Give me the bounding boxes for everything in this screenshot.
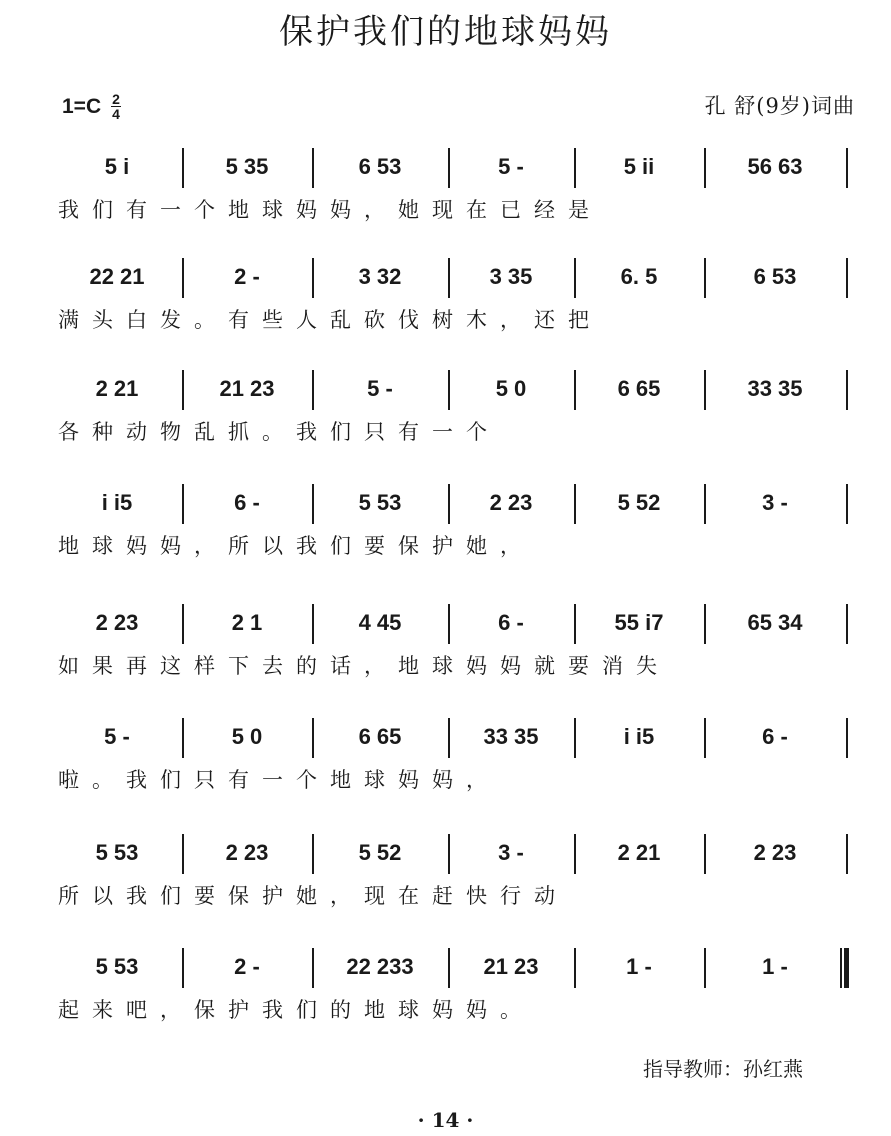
lyrics-row: [56, 304, 856, 334]
measure: [452, 258, 570, 296]
measure: [56, 148, 178, 186]
measure: [578, 370, 700, 408]
barline: [312, 148, 314, 188]
measure: [708, 148, 842, 186]
barline: [182, 718, 184, 758]
barline: [182, 604, 184, 644]
measure-notes: 6 65: [617, 376, 661, 401]
notes-row: [56, 258, 856, 296]
barline: [448, 718, 450, 758]
measure: [186, 148, 308, 186]
lyrics-row: [56, 880, 856, 910]
measure-notes: 6 53: [358, 154, 402, 179]
measure-notes: i i5: [623, 724, 655, 749]
measure-notes: 2 1: [231, 610, 263, 635]
measure-notes: 5 -: [104, 724, 130, 749]
measure-notes: 22 21: [89, 264, 145, 289]
measure-notes: 3 32: [358, 264, 402, 289]
lyrics-line: 如果再这样下去的话，地球妈妈就要消失: [58, 654, 670, 678]
barline: [448, 370, 450, 410]
time-signature-bottom: 4: [112, 106, 120, 122]
measure: [578, 258, 700, 296]
measure-notes: 5 35: [225, 154, 269, 179]
barline: [574, 948, 576, 988]
barline: [312, 718, 314, 758]
page-number: · 14 ·: [417, 1108, 474, 1132]
key-label: 1=C: [62, 94, 102, 118]
measure: [708, 258, 842, 296]
score-system: [56, 834, 856, 914]
measure: [316, 834, 444, 872]
lyrics-line: 地球妈妈，所以我们要保护她，: [58, 534, 534, 558]
lyrics-line: 所以我们要保护她，现在赶快行动: [58, 884, 568, 908]
barline: [704, 718, 706, 758]
measure: [452, 484, 570, 522]
measure: [186, 484, 308, 522]
measure-notes: 6 53: [753, 264, 797, 289]
measure: [578, 148, 700, 186]
barline: [448, 604, 450, 644]
barline: [448, 834, 450, 874]
barline: [704, 370, 706, 410]
barline: [846, 718, 848, 758]
measure: [316, 604, 444, 642]
measure: [578, 718, 700, 756]
notes-row: [56, 370, 856, 408]
measure-notes: 5 i: [104, 154, 130, 179]
measure: [186, 834, 308, 872]
measure-notes: 2 23: [225, 840, 269, 865]
measure: [578, 834, 700, 872]
measure-notes: 21 23: [483, 954, 539, 979]
barline: [448, 258, 450, 298]
measure-notes: 3 -: [762, 490, 788, 515]
measure-notes: 1 -: [762, 954, 788, 979]
measure-notes: 21 23: [219, 376, 275, 401]
barline: [704, 148, 706, 188]
measure-notes: 1 -: [626, 954, 652, 979]
measure-notes: 2 -: [234, 954, 260, 979]
notes-row: [56, 834, 856, 872]
measure: [316, 484, 444, 522]
score-system: [56, 718, 856, 798]
measure: [316, 370, 444, 408]
barline: [574, 484, 576, 524]
measure-notes: 33 35: [483, 724, 539, 749]
measure: [186, 258, 308, 296]
measure-notes: 2 21: [617, 840, 661, 865]
measure-notes: 4 45: [358, 610, 402, 635]
barline: [846, 834, 848, 874]
score-system: [56, 258, 856, 338]
barline: [312, 370, 314, 410]
lyrics-row: [56, 994, 856, 1024]
key-signature: [62, 92, 121, 121]
measure-notes: 5 0: [495, 376, 527, 401]
barline: [312, 604, 314, 644]
notes-row: [56, 148, 856, 186]
measure-notes: 5 52: [617, 490, 661, 515]
time-signature-top: 2: [112, 91, 120, 107]
teacher-credit: 指导教师：孙红燕: [643, 1057, 803, 1081]
measure: [452, 148, 570, 186]
barline: [704, 604, 706, 644]
measure-notes: 5 53: [95, 954, 139, 979]
barline: [704, 948, 706, 988]
barline: [704, 258, 706, 298]
barline: [448, 484, 450, 524]
measure-notes: 2 21: [95, 376, 139, 401]
barline: [182, 148, 184, 188]
measure: [452, 718, 570, 756]
lyrics-line: 起来吧，保护我们的地球妈妈。: [58, 998, 534, 1022]
measure: [452, 370, 570, 408]
barline: [182, 948, 184, 988]
lyrics-line: 满头白发。有些人乱砍伐树木，还把: [58, 308, 602, 332]
measure: [452, 948, 570, 986]
measure-notes: 6 -: [762, 724, 788, 749]
score-title: 保护我们的地球妈妈: [279, 12, 612, 52]
measure: [708, 718, 842, 756]
measure-notes: 2 23: [753, 840, 797, 865]
measure: [56, 718, 178, 756]
lyrics-line: 啦。我们只有一个地球妈妈，: [58, 768, 500, 792]
lyrics-line: 我们有一个地球妈妈，她现在已经是: [58, 198, 602, 222]
measure-notes: 5 53: [358, 490, 402, 515]
measure-notes: 5 52: [358, 840, 402, 865]
barline: [846, 370, 848, 410]
lyrics-row: [56, 530, 856, 560]
composer-credit: 孔 舒(9岁)词曲: [704, 94, 855, 118]
measure-notes: 5 0: [231, 724, 263, 749]
barline: [846, 604, 848, 644]
barline: [846, 148, 848, 188]
lyrics-row: [56, 764, 856, 794]
measure: [56, 834, 178, 872]
barline: [448, 948, 450, 988]
measure: [578, 604, 700, 642]
notes-row: [56, 948, 856, 986]
score-system: [56, 148, 856, 228]
notes-row: [56, 604, 856, 642]
measure-notes: 5 -: [498, 154, 524, 179]
notes-row: [56, 718, 856, 756]
barline: [846, 484, 848, 524]
barline: [574, 148, 576, 188]
measure: [708, 370, 842, 408]
measure: [452, 604, 570, 642]
measure-notes: 3 35: [489, 264, 533, 289]
barline: [182, 370, 184, 410]
measure: [186, 604, 308, 642]
barline: [574, 604, 576, 644]
score-system: [56, 604, 856, 684]
measure: [578, 484, 700, 522]
measure: [452, 834, 570, 872]
measure-notes: 2 -: [234, 264, 260, 289]
barline: [312, 948, 314, 988]
barline: [182, 834, 184, 874]
measure-notes: 55 i7: [614, 610, 664, 635]
barline: [448, 148, 450, 188]
barline: [704, 484, 706, 524]
measure: [186, 948, 308, 986]
measure: [708, 484, 842, 522]
measure: [56, 258, 178, 296]
barline: [312, 834, 314, 874]
measure: [316, 718, 444, 756]
measure-notes: 56 63: [747, 154, 803, 179]
score-system: [56, 370, 856, 450]
measure: [56, 604, 178, 642]
measure: [708, 604, 842, 642]
notes-row: [56, 484, 856, 522]
barline: [312, 484, 314, 524]
measure: [578, 948, 700, 986]
measure: [56, 948, 178, 986]
measure-notes: 65 34: [747, 610, 803, 635]
lyrics-row: [56, 416, 856, 446]
lyrics-line: 各种动物乱抓。我们只有一个: [58, 420, 500, 444]
measure: [708, 834, 842, 872]
measure: [708, 948, 842, 986]
measure: [186, 718, 308, 756]
measure-notes: 6 -: [234, 490, 260, 515]
measure: [316, 948, 444, 986]
measure: [316, 258, 444, 296]
barline: [574, 258, 576, 298]
measure: [56, 370, 178, 408]
measure-notes: 6. 5: [620, 264, 658, 289]
barline: [574, 370, 576, 410]
barline: [182, 484, 184, 524]
measure-notes: 22 233: [346, 954, 414, 979]
measure-notes: 2 23: [95, 610, 139, 635]
lyrics-row: [56, 650, 856, 680]
measure: [316, 148, 444, 186]
measure: [56, 484, 178, 522]
measure-notes: 5 ii: [623, 154, 655, 179]
barline: [704, 834, 706, 874]
measure: [186, 370, 308, 408]
measure-notes: 33 35: [747, 376, 803, 401]
barline: [312, 258, 314, 298]
barline: [574, 718, 576, 758]
lyrics-row: [56, 194, 856, 224]
measure-notes: 3 -: [498, 840, 524, 865]
measure-notes: 6 -: [498, 610, 524, 635]
barline: [846, 258, 848, 298]
score-system: [56, 484, 856, 564]
time-signature: [111, 92, 121, 121]
barline: [574, 834, 576, 874]
measure-notes: 5 -: [367, 376, 393, 401]
barline: [182, 258, 184, 298]
measure-notes: 5 53: [95, 840, 139, 865]
measure-notes: 2 23: [489, 490, 533, 515]
score-system: [56, 948, 856, 1028]
measure-notes: i i5: [101, 490, 133, 515]
measure-notes: 6 65: [358, 724, 402, 749]
